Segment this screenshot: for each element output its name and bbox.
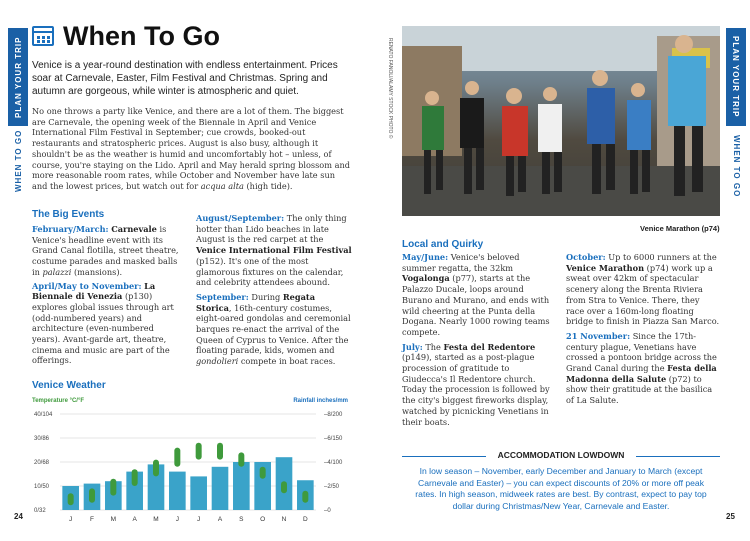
temperature-marker [89, 488, 95, 502]
local-column-2 [566, 252, 720, 407]
intro-italic: acqua alta [200, 180, 244, 191]
month-label: O [260, 516, 266, 523]
event-entry [32, 281, 184, 367]
month-label: M [110, 516, 117, 523]
event-entry [566, 331, 720, 406]
event-entry [566, 252, 720, 327]
event-entry [32, 224, 184, 278]
spine-label-when-to-go-right: WHEN TO GO [732, 135, 741, 198]
event-name: La Biennale di Venezia [32, 280, 156, 302]
month-label: J [69, 516, 73, 523]
month-label: N [281, 516, 287, 523]
rainfall-bar [212, 467, 229, 510]
spine-label-plan-your-trip: PLAN YOUR TRIP [14, 36, 23, 118]
month-label: J [175, 516, 179, 523]
local-column-1 [402, 252, 554, 428]
weather-chart [32, 380, 354, 530]
lead-paragraph: Venice is a year-round destination with endless entertainment. Prices soar at Carnevale, Easter, Film Festival and Christmas. Spring and autumn are gorgeous, while winter is atmospheric and quiet. [32, 60, 338, 97]
rain-tick-label: –0 [324, 508, 331, 514]
accommodation-title: ACCOMMODATION LOWDOWN [497, 450, 625, 460]
marathon-illustration [402, 26, 720, 216]
month-label: M [153, 516, 159, 523]
rain-tick-label: –4/100 [324, 460, 343, 466]
spine-label-when-to-go: WHEN TO GO [14, 129, 23, 192]
intro-text-2: (high tide). [243, 180, 293, 191]
event-italic: palazzi [42, 266, 72, 277]
event-name: Vogalonga [402, 273, 450, 284]
event-date: 21 November: [566, 330, 631, 341]
event-text: (p152). It's one of the most glamorous fixtures on the calendar, and celebrity attendees abound. [196, 255, 344, 288]
temperature-marker [238, 452, 244, 466]
month-label: A [132, 516, 137, 523]
event-text: , 16th-century costumes, eight-oared gondolas and ceremonial barques re-enact the arrival of the Queen of Cyprus to Venice. After the floating parade, kids, women and [196, 302, 351, 356]
page-title: When To Go [63, 21, 220, 51]
calendar-icon [32, 26, 54, 46]
event-text: is Venice's headline event with its Grand Canal flotilla, street theatre, costume parades and masked balls in [32, 224, 179, 277]
event-name: Festa del Redentore [443, 341, 536, 352]
event-date: February/March: [32, 224, 109, 234]
big-events-column-1 [32, 224, 184, 367]
month-label: A [217, 516, 223, 523]
temperature-marker [217, 443, 223, 460]
photo-credit: RENATO FANOLI/ALAMY STOCK PHOTO © [387, 38, 393, 139]
spine-tab-plan-your-trip [8, 28, 28, 126]
temperature-marker [132, 469, 138, 486]
event-entry [402, 252, 554, 338]
event-date: April/May to November: [32, 280, 142, 291]
chart-title: Venice Weather [32, 380, 106, 391]
rainfall-bar [169, 472, 186, 510]
temperature-marker [302, 491, 308, 503]
accommodation-body: In low season – November, early December and January to March (except Carnevale and Easter) – you can expect discounts of 20% or more off peak rates. In high season, midweek rates are best. By contrast, expect to pay top dollar during Christmas/New Year, Carnevale and Easter. [415, 466, 707, 511]
big-events-heading: The Big Events [32, 209, 105, 220]
event-text: compete in boat races. [238, 356, 336, 367]
event-text: (p130) explores global issues through art (odd-numbered years) and architecture (even-numbered years). Avant-garde art, theatre, cinema and music are part of the offerings. [32, 291, 174, 366]
event-date: August/September: [196, 213, 285, 223]
event-name: Carnevale [111, 224, 157, 234]
spine-label-plan-your-trip-right: PLAN YOUR TRIP [731, 36, 740, 118]
event-italic: gondolieri [196, 356, 239, 367]
event-name: Festa della Madonna della Salute [566, 363, 717, 384]
temperature-marker [110, 479, 116, 496]
event-text: The [422, 341, 444, 352]
event-text: Up to 6000 runners at the [605, 252, 717, 262]
temperature-marker [68, 493, 74, 505]
temperature-marker [281, 481, 287, 493]
temperature-marker [196, 443, 202, 460]
event-text: The only thing hotter than Lido beaches in late August is the red carpet at the [196, 213, 347, 245]
marathon-photo [402, 26, 720, 216]
event-date: September: [196, 291, 249, 302]
temperature-marker [153, 460, 159, 477]
weather-chart-svg [32, 408, 354, 530]
temperature-legend: Temperature °C/°F [32, 398, 85, 404]
event-text: (p72) to show their gratitude at the basilica of La Salute. [566, 373, 713, 406]
rain-tick-label: –8/200 [324, 412, 343, 418]
event-text: (p74) work up a sweat over 42km of spectacular scenery along the Brenta Riviera from Stra to Venice. There, they race over a 160m-long floating bridge to finish in Piazza San Marco. [566, 262, 720, 327]
event-entry [196, 213, 352, 288]
temp-tick-label: 40/104 [34, 412, 53, 418]
month-label: F [90, 516, 94, 523]
event-date: October: [566, 252, 606, 262]
event-name: Venice International Film Festival [196, 245, 352, 256]
page-number-right: 25 [726, 512, 735, 521]
photo-caption: Venice Marathon (p74) [640, 224, 720, 233]
temp-tick-label: 0/32 [34, 508, 46, 514]
rainfall-legend: Rainfall inches/mm [293, 398, 348, 404]
temp-tick-label: 30/86 [34, 436, 50, 442]
event-text: During [248, 291, 283, 302]
event-text: (p149), started as a post-plague procession of gratitude to Giudecca's Il Redentore church. Today the procession is followed by the city's biggest fireworks display, watched by picnicking Venetians in their boats. [402, 352, 550, 427]
month-label: J [197, 516, 201, 523]
event-text: (p77), starts at the Palazzo Ducale, loops around Burano and Murano, and ends with wild cheering at the Punta della Dogana. Nearly 1000 rowing teams compete. [402, 273, 550, 337]
local-quirky-heading: Local and Quirky [402, 239, 484, 250]
big-events-column-2 [196, 213, 352, 368]
rain-tick-label: –2/50 [324, 484, 340, 490]
event-text: Venice's beloved summer regatta, the 32km [402, 252, 520, 273]
event-name: Venice Marathon [566, 262, 645, 273]
rain-tick-label: –6/150 [324, 436, 343, 442]
event-text: Since the 17th-century plague, Venetians have crossed a pontoon bridge across the Grand Canal during the [566, 330, 717, 374]
month-label: S [239, 516, 244, 523]
intro-text-1: No one throws a party like Venice, and there are a lot of them. The biggest are Carnevale, the opening week of the Biennale in April and Venice International Film Festival in September; cue crowds, booked-out restaurants and stratospheric prices. August is also busy, although it shouldn't be as the weather is humid and uncomfortably hot – unless, of course, you're staying on the Lido. April and May herald spring blossom and more reasonable room rates, while October and November have late sun and the lowest prices, but watch out for [32, 106, 350, 191]
event-name: Regata Storica [196, 291, 316, 313]
temperature-marker [260, 467, 266, 479]
event-date: May/June: [402, 252, 449, 262]
rainfall-bar [190, 476, 207, 510]
temperature-marker [174, 448, 180, 467]
month-label: D [302, 516, 308, 523]
intro-paragraph [32, 106, 352, 192]
page-number-left: 24 [14, 512, 23, 521]
rainfall-bar [233, 462, 250, 510]
event-entry [196, 292, 352, 367]
event-entry [402, 342, 554, 428]
temp-tick-label: 10/50 [34, 484, 50, 490]
spine-tab-plan-your-trip-right [726, 28, 746, 126]
event-date: July: [402, 341, 423, 352]
event-text: (mansions). [71, 266, 123, 277]
temp-tick-label: 20/68 [34, 460, 50, 466]
